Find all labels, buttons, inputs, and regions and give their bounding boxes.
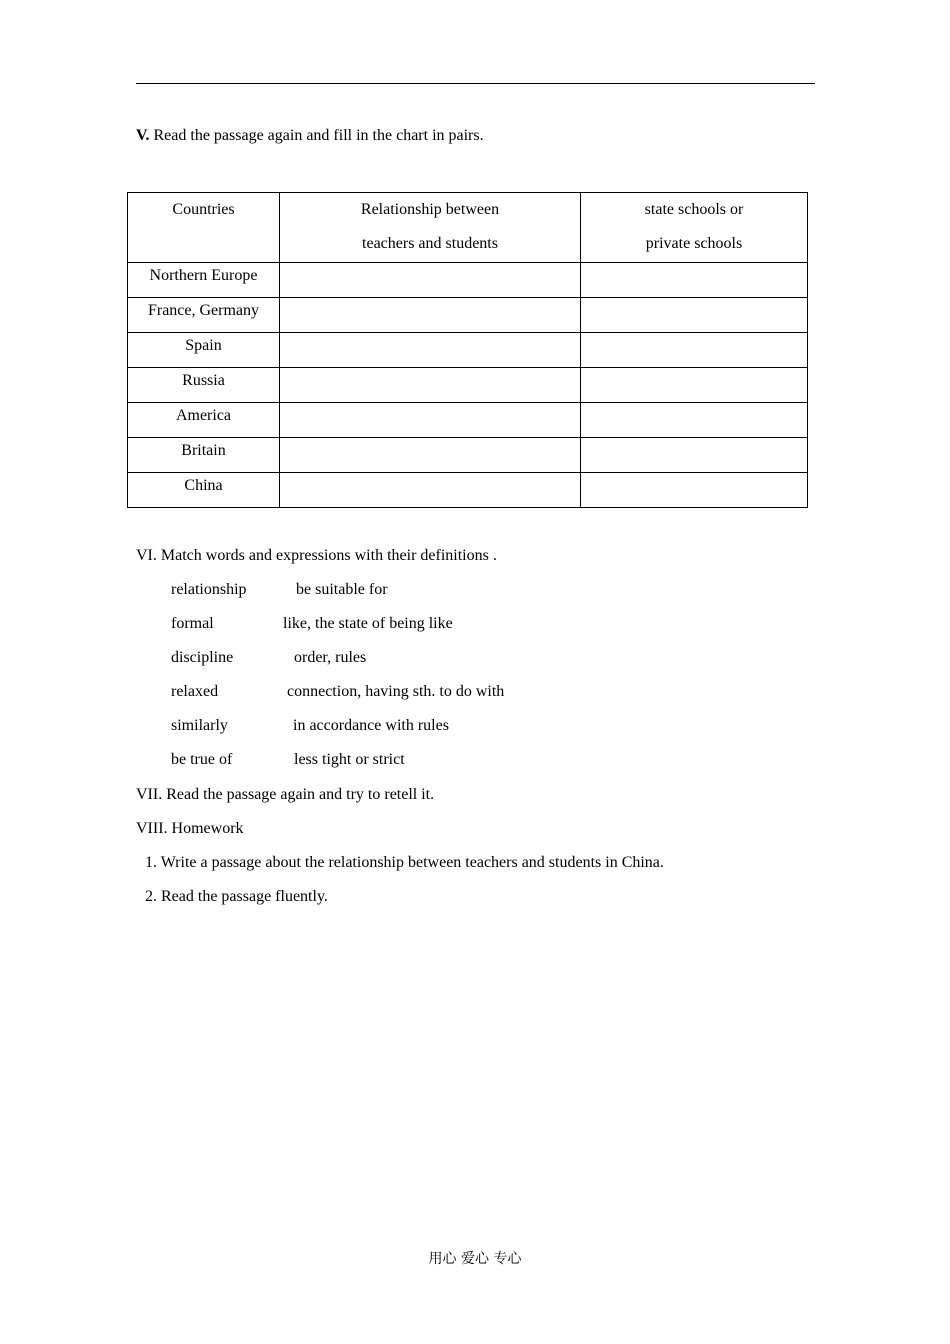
school-blank-cell[interactable] — [581, 333, 808, 368]
match-word: be true of — [171, 751, 233, 768]
match-word: relaxed — [171, 683, 219, 700]
section-5-text: Read the passage again and fill in the chart in pairs. — [149, 127, 484, 144]
relationship-blank-cell[interactable] — [280, 473, 581, 508]
school-blank-cell[interactable] — [581, 438, 808, 473]
relationship-blank-cell[interactable] — [280, 403, 581, 438]
relationship-blank-cell[interactable] — [280, 298, 581, 333]
country-cell: China — [128, 473, 280, 508]
header-rule — [136, 83, 815, 84]
match-definition: order, rules — [294, 649, 367, 666]
chart-header-row — [128, 193, 808, 263]
table-row — [128, 298, 808, 333]
relationship-blank-cell[interactable] — [280, 333, 581, 368]
section-7-title: VII. Read the passage again and try to retell it. — [136, 786, 435, 803]
match-definition: like, the state of being like — [283, 615, 453, 632]
header-relationship: Relationship between teachers and students — [280, 193, 581, 263]
section-5-number: V. — [136, 127, 150, 144]
header-countries: Countries — [128, 193, 280, 263]
country-cell: Northern Europe — [128, 263, 280, 298]
table-row — [128, 473, 808, 508]
homework-item: 2. Read the passage fluently. — [145, 888, 328, 905]
section-5-instruction — [136, 126, 484, 146]
match-word: relationship — [171, 581, 247, 598]
relationship-blank-cell[interactable] — [280, 368, 581, 403]
match-definition: be suitable for — [296, 581, 388, 598]
page-footer: 用心 爱心 专心 — [428, 1251, 522, 1267]
country-cell: Russia — [128, 368, 280, 403]
relationship-blank-cell[interactable] — [280, 438, 581, 473]
section-8-title: VIII. Homework — [136, 820, 244, 837]
country-cell: Britain — [128, 438, 280, 473]
relationship-blank-cell[interactable] — [280, 263, 581, 298]
match-definition: less tight or strict — [294, 751, 405, 768]
match-word: formal — [171, 615, 214, 632]
school-blank-cell[interactable] — [581, 473, 808, 508]
table-row — [128, 438, 808, 473]
match-definition: in accordance with rules — [293, 717, 449, 734]
homework-item: 1. Write a passage about the relationship between teachers and students in China. — [145, 854, 664, 871]
school-blank-cell[interactable] — [581, 403, 808, 438]
school-blank-cell[interactable] — [581, 298, 808, 333]
header-school-type: state schools or private schools — [581, 193, 808, 263]
table-row — [128, 368, 808, 403]
table-row — [128, 263, 808, 298]
country-cell: France, Germany — [128, 298, 280, 333]
school-blank-cell[interactable] — [581, 368, 808, 403]
fill-in-chart — [127, 192, 808, 508]
match-definition: connection, having sth. to do with — [287, 683, 505, 700]
table-row — [128, 333, 808, 368]
school-blank-cell[interactable] — [581, 263, 808, 298]
country-cell: America — [128, 403, 280, 438]
section-6-title: VI. Match words and expressions with their definitions . — [136, 547, 497, 564]
match-word: discipline — [171, 649, 234, 666]
country-cell: Spain — [128, 333, 280, 368]
table-row — [128, 403, 808, 438]
match-word: similarly — [171, 717, 228, 734]
